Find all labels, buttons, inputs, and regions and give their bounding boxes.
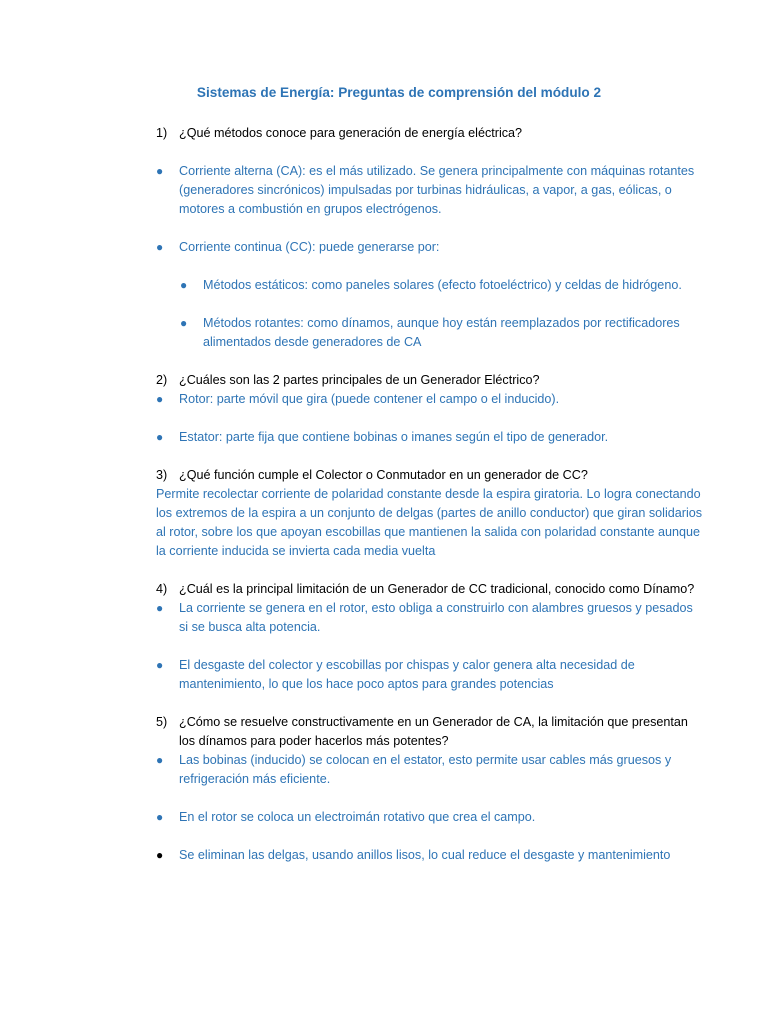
bullet-icon: ●: [156, 810, 164, 824]
question-1: [156, 124, 704, 143]
bullet-text: La corriente se genera en el rotor, esto obliga a construirlo con alambres gruesos y pesados si se busca alta potencia.: [179, 601, 693, 634]
question-text: ¿Cómo se resuelve constructivamente en un Generador de CA, la limitación que presentan los dínamos para poder hacerlos más potentes?: [179, 715, 688, 748]
answer-bullet: [156, 808, 704, 827]
question-number: 4): [156, 582, 168, 596]
question-number: 1): [156, 126, 168, 140]
question-text: ¿Qué función cumple el Colector o Conmutador en un generador de CC?: [179, 468, 588, 482]
bullet-icon: ●: [156, 658, 164, 672]
bullet-icon: ●: [156, 601, 164, 615]
bullet-icon: ●: [156, 430, 164, 444]
bullet-text: Corriente continua (CC): puede generarse por:: [179, 240, 440, 254]
question-4: [156, 580, 704, 599]
question-number: 5): [156, 715, 168, 729]
answer-bullet: [156, 238, 704, 257]
bullet-icon: ●: [180, 278, 188, 292]
question-3: [156, 466, 704, 485]
question-number: 3): [156, 468, 168, 482]
bullet-icon: ●: [156, 753, 164, 767]
answer-bullet: [156, 162, 704, 219]
answer-bullet: [156, 390, 704, 409]
bullet-icon: ●: [156, 240, 164, 254]
question-number: 2): [156, 373, 168, 387]
answer-sub-bullet: [180, 314, 704, 352]
bullet-text: Rotor: parte móvil que gira (puede contener el campo o el inducido).: [179, 392, 560, 406]
answer-bullet: [156, 751, 704, 789]
bullet-icon: ●: [156, 392, 164, 406]
bullet-icon: ●: [180, 316, 188, 330]
bullet-icon: ●: [156, 164, 164, 178]
question-5: [156, 713, 704, 751]
bullet-text: Se eliminan las delgas, usando anillos lisos, lo cual reduce el desgaste y mantenimiento: [179, 848, 671, 862]
answer-paragraph: Permite recolectar corriente de polaridad constante desde la espira giratoria. Lo logra conectando los extremos de la espira a un conjunto de delgas (partes de anillo conductor) que giran solidarios al rotor, sobre los que apoyan escobillas que mantienen la salida con polaridad constante aunque la corriente inducida se invierta cada media vuelta: [156, 487, 703, 558]
answer-bullet: [156, 599, 704, 637]
question-2: [156, 371, 704, 390]
bullet-icon: ●: [156, 848, 164, 862]
question-text: ¿Qué métodos conoce para generación de energía eléctrica?: [179, 126, 523, 140]
document-body: [156, 124, 704, 865]
bullet-text: Estator: parte fija que contiene bobinas o imanes según el tipo de generador.: [179, 430, 609, 444]
answer-sub-bullet: [180, 276, 704, 295]
bullet-text: En el rotor se coloca un electroimán rotativo que crea el campo.: [179, 810, 536, 824]
answer-bullet: [156, 428, 704, 447]
answer-bullet: [156, 656, 704, 694]
page-title: Sistemas de Energía: Preguntas de comprensión del módulo 2: [196, 85, 602, 100]
question-text: ¿Cuál es la principal limitación de un Generador de CC tradicional, conocido como Dínamo?: [179, 582, 695, 596]
answer-bullet: [156, 846, 704, 865]
bullet-text: Corriente alterna (CA): es el más utilizado. Se genera principalmente con máquinas rotantes (generadores sincrónicos) impulsadas por turbinas hidráulicas, a vapor, a gas, eólicas, o motores a combustión en grupos electrógenos.: [179, 164, 695, 216]
question-text: ¿Cuáles son las 2 partes principales de un Generador Eléctrico?: [179, 373, 540, 387]
bullet-text: Las bobinas (inducido) se colocan en el estator, esto permite usar cables más gruesos y refrigeración más eficiente.: [179, 753, 672, 786]
bullet-text: Métodos estáticos: como paneles solares (efecto fotoeléctrico) y celdas de hidrógeno.: [203, 278, 682, 292]
bullet-text: El desgaste del colector y escobillas por chispas y calor genera alta necesidad de mantenimiento, lo que los hace poco aptos para grandes potencias: [179, 658, 635, 691]
bullet-text: Métodos rotantes: como dínamos, aunque hoy están reemplazados por rectificadores alimentados desde generadores de CA: [203, 316, 680, 349]
